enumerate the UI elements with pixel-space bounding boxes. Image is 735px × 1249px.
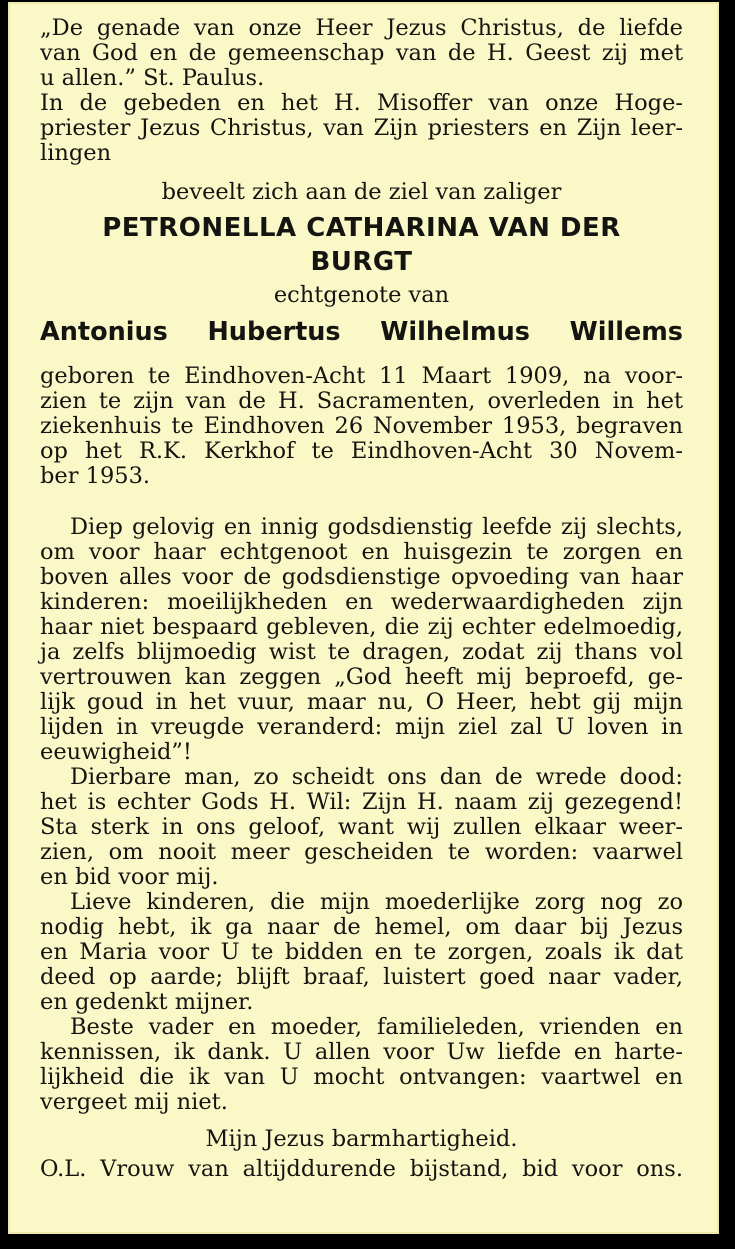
text-line: van God en de gemeenschap van de H. Geest zij met (40, 40, 683, 66)
prayer-line: Mijn Jezus barmhartigheid. (205, 1126, 518, 1152)
text-line: priester Jezus Christus, van Zijn priesters en Zijn leer- (40, 115, 683, 141)
text-line: lijden in vreugde veranderd: mijn ziel zal U loven in (40, 714, 683, 740)
husband-name: Antonius Hubertus Wilhelmus Willems (40, 317, 683, 347)
text-line: In de gebeden en het H. Misoffer van onze Hoge- (40, 90, 683, 116)
text-line: kennissen, ik dank. U allen voor Uw liefde en harte- (40, 1039, 683, 1065)
prayer-line: O.L. Vrouw van altijddurende bijstand, bid voor ons. (40, 1156, 683, 1182)
scan-border (719, 0, 735, 1249)
text-line: kinderen: moeilijkheden en wederwaardigheden zijn (40, 589, 683, 615)
card-text (40, 16, 683, 1182)
text-line: ber 1953. (40, 463, 151, 489)
biography (40, 364, 683, 489)
text-line: eeuwigheid”! (40, 739, 192, 765)
deceased-name: PETRONELLA CATHARINA VAN DER (102, 213, 621, 243)
text-line: en bid voor mij. (40, 864, 219, 890)
text-line: Diep gelovig en innig godsdienstig leefde zij slechts, (70, 514, 683, 540)
text-line: geboren te Eindhoven-Acht 11 Maart 1909, na voor- (40, 363, 683, 389)
spouse-of-label: echtgenote van (273, 282, 450, 308)
text-line: Lieve kinderen, die mijn moederlijke zorg nog zo (70, 889, 683, 915)
text-line: nodig hebt, ik ga naar de hemel, om daar bij Jezus (40, 914, 683, 940)
text-line: Dierbare man, zo scheidt ons dan de wrede dood: (70, 764, 683, 790)
text-line: haar niet bespaard gebleven, die zij echter edelmoedig, (40, 614, 683, 640)
opening-verse (40, 16, 683, 166)
paragraph-faith (40, 515, 683, 765)
text-line: boven alles voor de godsdienstige opvoeding van haar (40, 564, 683, 590)
paragraph-children (40, 890, 683, 1015)
text-line: ziekenhuis te Eindhoven 26 November 1953, begraven (40, 413, 683, 439)
text-line: lijk goud in het vuur, maar nu, O Heer, hebt gij mijn (40, 689, 683, 715)
text-line: zien, om nooit meer gescheiden te worden: vaarwel (40, 839, 683, 865)
text-line: op het R.K. Kerkhof te Eindhoven-Acht 30 Novem- (40, 438, 683, 464)
text-line: zien te zijn van de H. Sacramenten, overleden in het (40, 388, 683, 414)
text-line: lingen (40, 140, 112, 166)
text-line: en Maria voor U te bidden en te zorgen, zoals ik dat (40, 939, 683, 965)
paragraph-husband (40, 765, 683, 890)
text-line: deed op aarde; blijft braaf, luistert goed naar vader, (40, 964, 683, 990)
text-line: om voor haar echtgenoot en huisgezin te zorgen en (40, 539, 683, 565)
deceased-name: BURGT (310, 247, 413, 277)
text-line: en gedenkt mijner. (40, 989, 254, 1015)
text-line: vertrouwen kan zeggen „God heeft mij beproefd, ge- (40, 664, 683, 690)
text-line: lijkheid die ik van U mocht ontvangen: vaartwel en (40, 1064, 683, 1090)
paragraph-family (40, 1015, 683, 1115)
text-line: „De genade van onze Heer Jezus Christus, de liefde (40, 15, 683, 41)
text-line: het is echter Gods H. Wil: Zijn H. naam zij gezegend! (40, 789, 683, 815)
text-line: ja zelfs blijmoedig wist te dragen, zodat zij thans vol (40, 639, 683, 665)
text-line: Beste vader en moeder, familieleden, vrienden en (70, 1014, 683, 1040)
text-line: vergeet mij niet. (40, 1089, 228, 1115)
text-line: Sta sterk in ons geloof, want wij zullen elkaar weer- (40, 814, 683, 840)
text-line: u allen.” St. Paulus. (40, 65, 265, 91)
commend-line: beveelt zich aan de ziel van zaliger (161, 179, 562, 205)
